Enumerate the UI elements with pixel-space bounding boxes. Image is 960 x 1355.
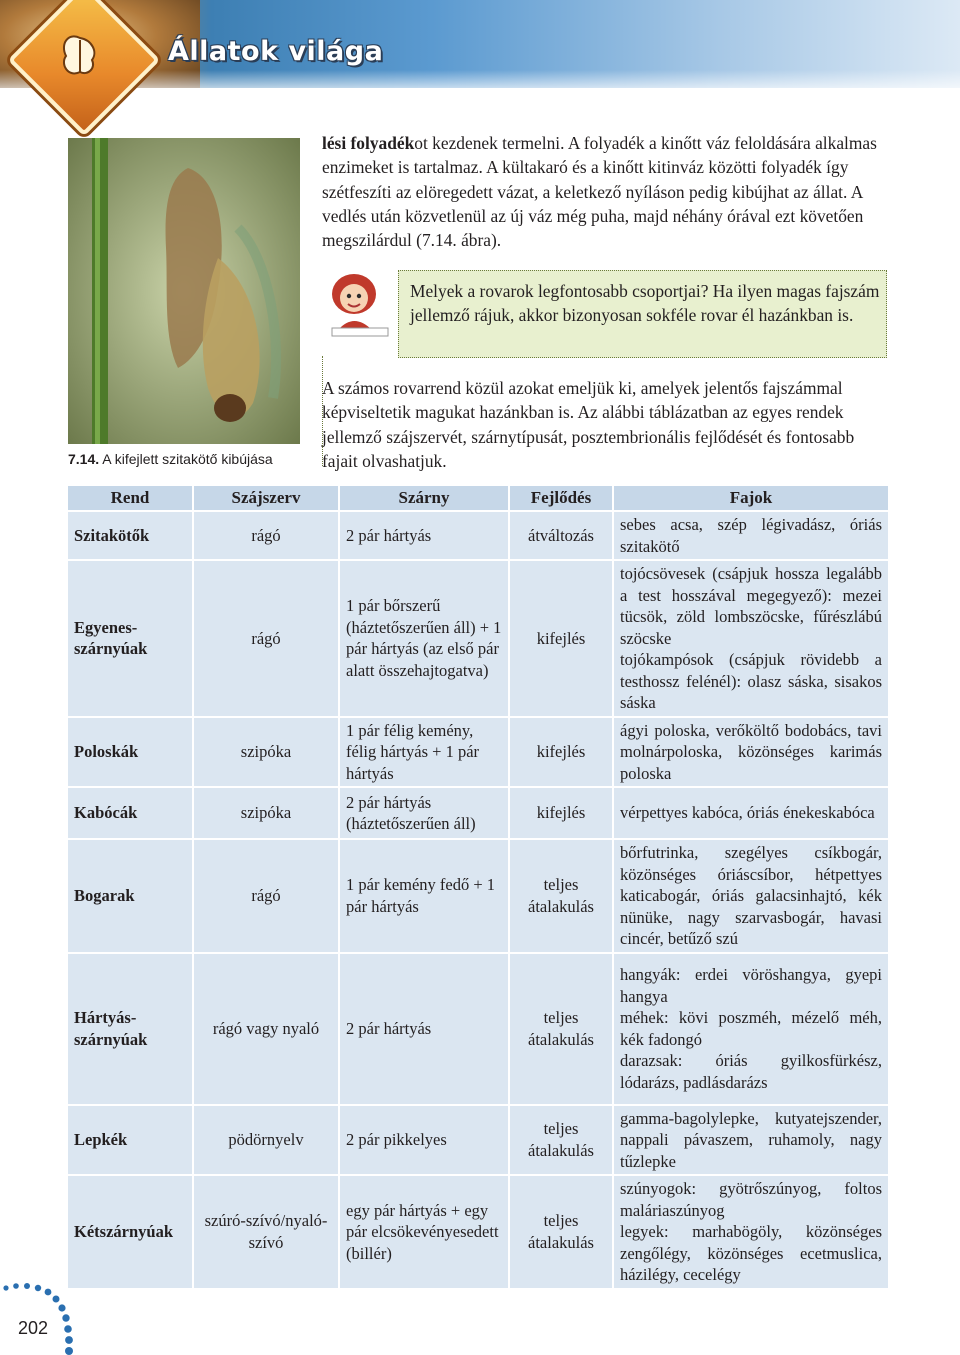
fajok-cell: bőrfutrinka, szegélyes csíkbogár, közönséges óriáscsíbor, hétpettyes katicabogár, óriás galacsinhajtó, kék nünüke, nagy szarvasbogár, havasi cincér, betűző szú: [614, 840, 888, 954]
intro-paragraph: [322, 131, 888, 252]
fejlodes-cell: teljes átalakulás: [510, 1106, 614, 1177]
fajok-cell: gamma-bagolylepke, kutyatejszender, nappali pávaszem, ruhamoly, nagy tűzlepke: [614, 1106, 888, 1177]
header-fajok: Fajok: [614, 486, 888, 512]
page-number: 202: [18, 1318, 49, 1338]
fajok-cell: sebes acsa, szép légivadász, óriás szitakötő: [614, 512, 888, 561]
fejlodes-cell: kifejlés: [510, 788, 614, 840]
table-row: [68, 1176, 888, 1290]
fejlodes-cell: teljes átalakulás: [510, 954, 614, 1106]
butterfly-icon: [58, 32, 102, 84]
szarny-cell: egy pár hártyás + egy pár elcsökevényesedett (billér): [340, 1176, 510, 1290]
figure-number: 7.14.: [68, 451, 100, 467]
intro-text: ot kezdenek termelni. A folyadék a kinőtt váz feloldására alkalmas enzimeket is tartalmaz. A kültakaró és a kinőtt kitinváz közötti folyadék így szétfeszíti az elöregedett vázat, a keletkező nyíláson pedig kibújhat az állat. A vedlés után közvetlenül az új váz még puha, majd néhány órával ezt követően megszilárdul (7.14. ábra).: [322, 133, 877, 251]
fajok-cell: tojócsövesek (csápjuk hossza legalább a test hosszával megegyező): mezei tücsök, zöld lombszöcske, fűrészlábú szöcske tojókampósok (csápjuk rövidebb a testhossz felénél): olasz sáska, sisakos sáska: [614, 561, 888, 718]
fajok-cell: vérpettyes kabóca, óriás énekeskabóca: [614, 788, 888, 840]
rend-cell: Bogarak: [68, 840, 194, 954]
szarny-cell: 2 pár hártyás: [340, 954, 510, 1106]
insect-orders-table: [68, 486, 888, 1290]
rend-cell: Hártyás- szárnyúak: [68, 954, 194, 1106]
question-text: Melyek a rovarok legfontosabb csoportjai? Ha ilyen magas fajszám jellemző rájuk, akkor bizonyosan sokféle rovar él hazánkban is.: [410, 281, 880, 326]
header-fejlodes: Fejlődés: [510, 486, 614, 512]
table-row: [68, 1106, 888, 1177]
szajszerv-cell: pödörnyelv: [194, 1106, 340, 1177]
rend-cell: Poloskák: [68, 718, 194, 789]
table-row: [68, 788, 888, 840]
table-row: [68, 561, 888, 718]
szarny-cell: 2 pár hártyás: [340, 512, 510, 561]
header-szarny: Szárny: [340, 486, 510, 512]
figure-caption-text: A kifejlett szitakötő kibújása: [102, 451, 273, 467]
fejlodes-cell: kifejlés: [510, 561, 614, 718]
szajszerv-cell: rágó: [194, 512, 340, 561]
szajszerv-cell: szipóka: [194, 718, 340, 789]
rend-cell: Kétszárnyúak: [68, 1176, 194, 1290]
fejlodes-cell: kifejlés: [510, 718, 614, 789]
rend-cell: Egyenes- szárnyúak: [68, 561, 194, 718]
szarny-cell: 2 pár hártyás (háztetőszerűen áll): [340, 788, 510, 840]
szarny-cell: 1 pár bőrszerű (háztetőszerűen áll) + 1 pár hártyás (az első pár alatt összehajtogatva): [340, 561, 510, 718]
dragonfly-emergence-photo: [68, 138, 300, 444]
header-rend: Rend: [68, 486, 194, 512]
szajszerv-cell: rágó: [194, 840, 340, 954]
szajszerv-cell: szipóka: [194, 788, 340, 840]
fejlodes-cell: átváltozás: [510, 512, 614, 561]
table-row: [68, 718, 888, 789]
szajszerv-cell: szúró-szívó/nyaló- szívó: [194, 1176, 340, 1290]
header-szajszerv: Szájszerv: [194, 486, 340, 512]
table-row: [68, 954, 888, 1106]
girl-character-icon: [324, 268, 396, 338]
figure-caption: [68, 451, 308, 467]
fejlodes-cell: teljes átalakulás: [510, 840, 614, 954]
fajok-cell: szúnyogok: gyötrőszúnyog, foltos maláriaszúnyog legyek: marhabögöly, közönséges zengőlégy, közönséges ecetmuslica, házilégy, cecelégy: [614, 1176, 888, 1290]
table-row: [68, 840, 888, 954]
chapter-title: Állatok világa: [168, 36, 384, 67]
table-intro-paragraph: A számos rovarrend közül azokat emeljük ki, amelyek jelentős fajszámmal képviseltetik magukat hazánkban is. Az alábbi táblázatban az egyes rendek jellemző szájszervét, szárnytípusát, posztembrionális fejlődését és fontosabb fajait olvashatjuk.: [322, 378, 855, 471]
fajok-cell: ágyi poloska, verőköltő bodobács, tavi molnárpoloska, közönséges karimás poloska: [614, 718, 888, 789]
intro-bold-start: lési folyadék: [322, 133, 415, 153]
fajok-cell: hangyák: erdei vöröshangya, gyepi hangya méhek: kövi poszméh, mézelő méh, kék fadongó darazsak: óriás gyilkosfürkész, lódarázs, padlásdarázs: [614, 954, 888, 1106]
rend-cell: Lepkék: [68, 1106, 194, 1177]
szarny-cell: 1 pár félig kemény, félig hártyás + 1 pár hártyás: [340, 718, 510, 789]
szarny-cell: 1 pár kemény fedő + 1 pár hártyás: [340, 840, 510, 954]
szajszerv-cell: rágó vagy nyaló: [194, 954, 340, 1106]
rend-cell: Kabócák: [68, 788, 194, 840]
fejlodes-cell: teljes átalakulás: [510, 1176, 614, 1290]
rend-cell: Szitakötők: [68, 512, 194, 561]
szajszerv-cell: rágó: [194, 561, 340, 718]
table-header-row: [68, 486, 888, 512]
table-row: [68, 512, 888, 561]
szarny-cell: 2 pár pikkelyes: [340, 1106, 510, 1177]
